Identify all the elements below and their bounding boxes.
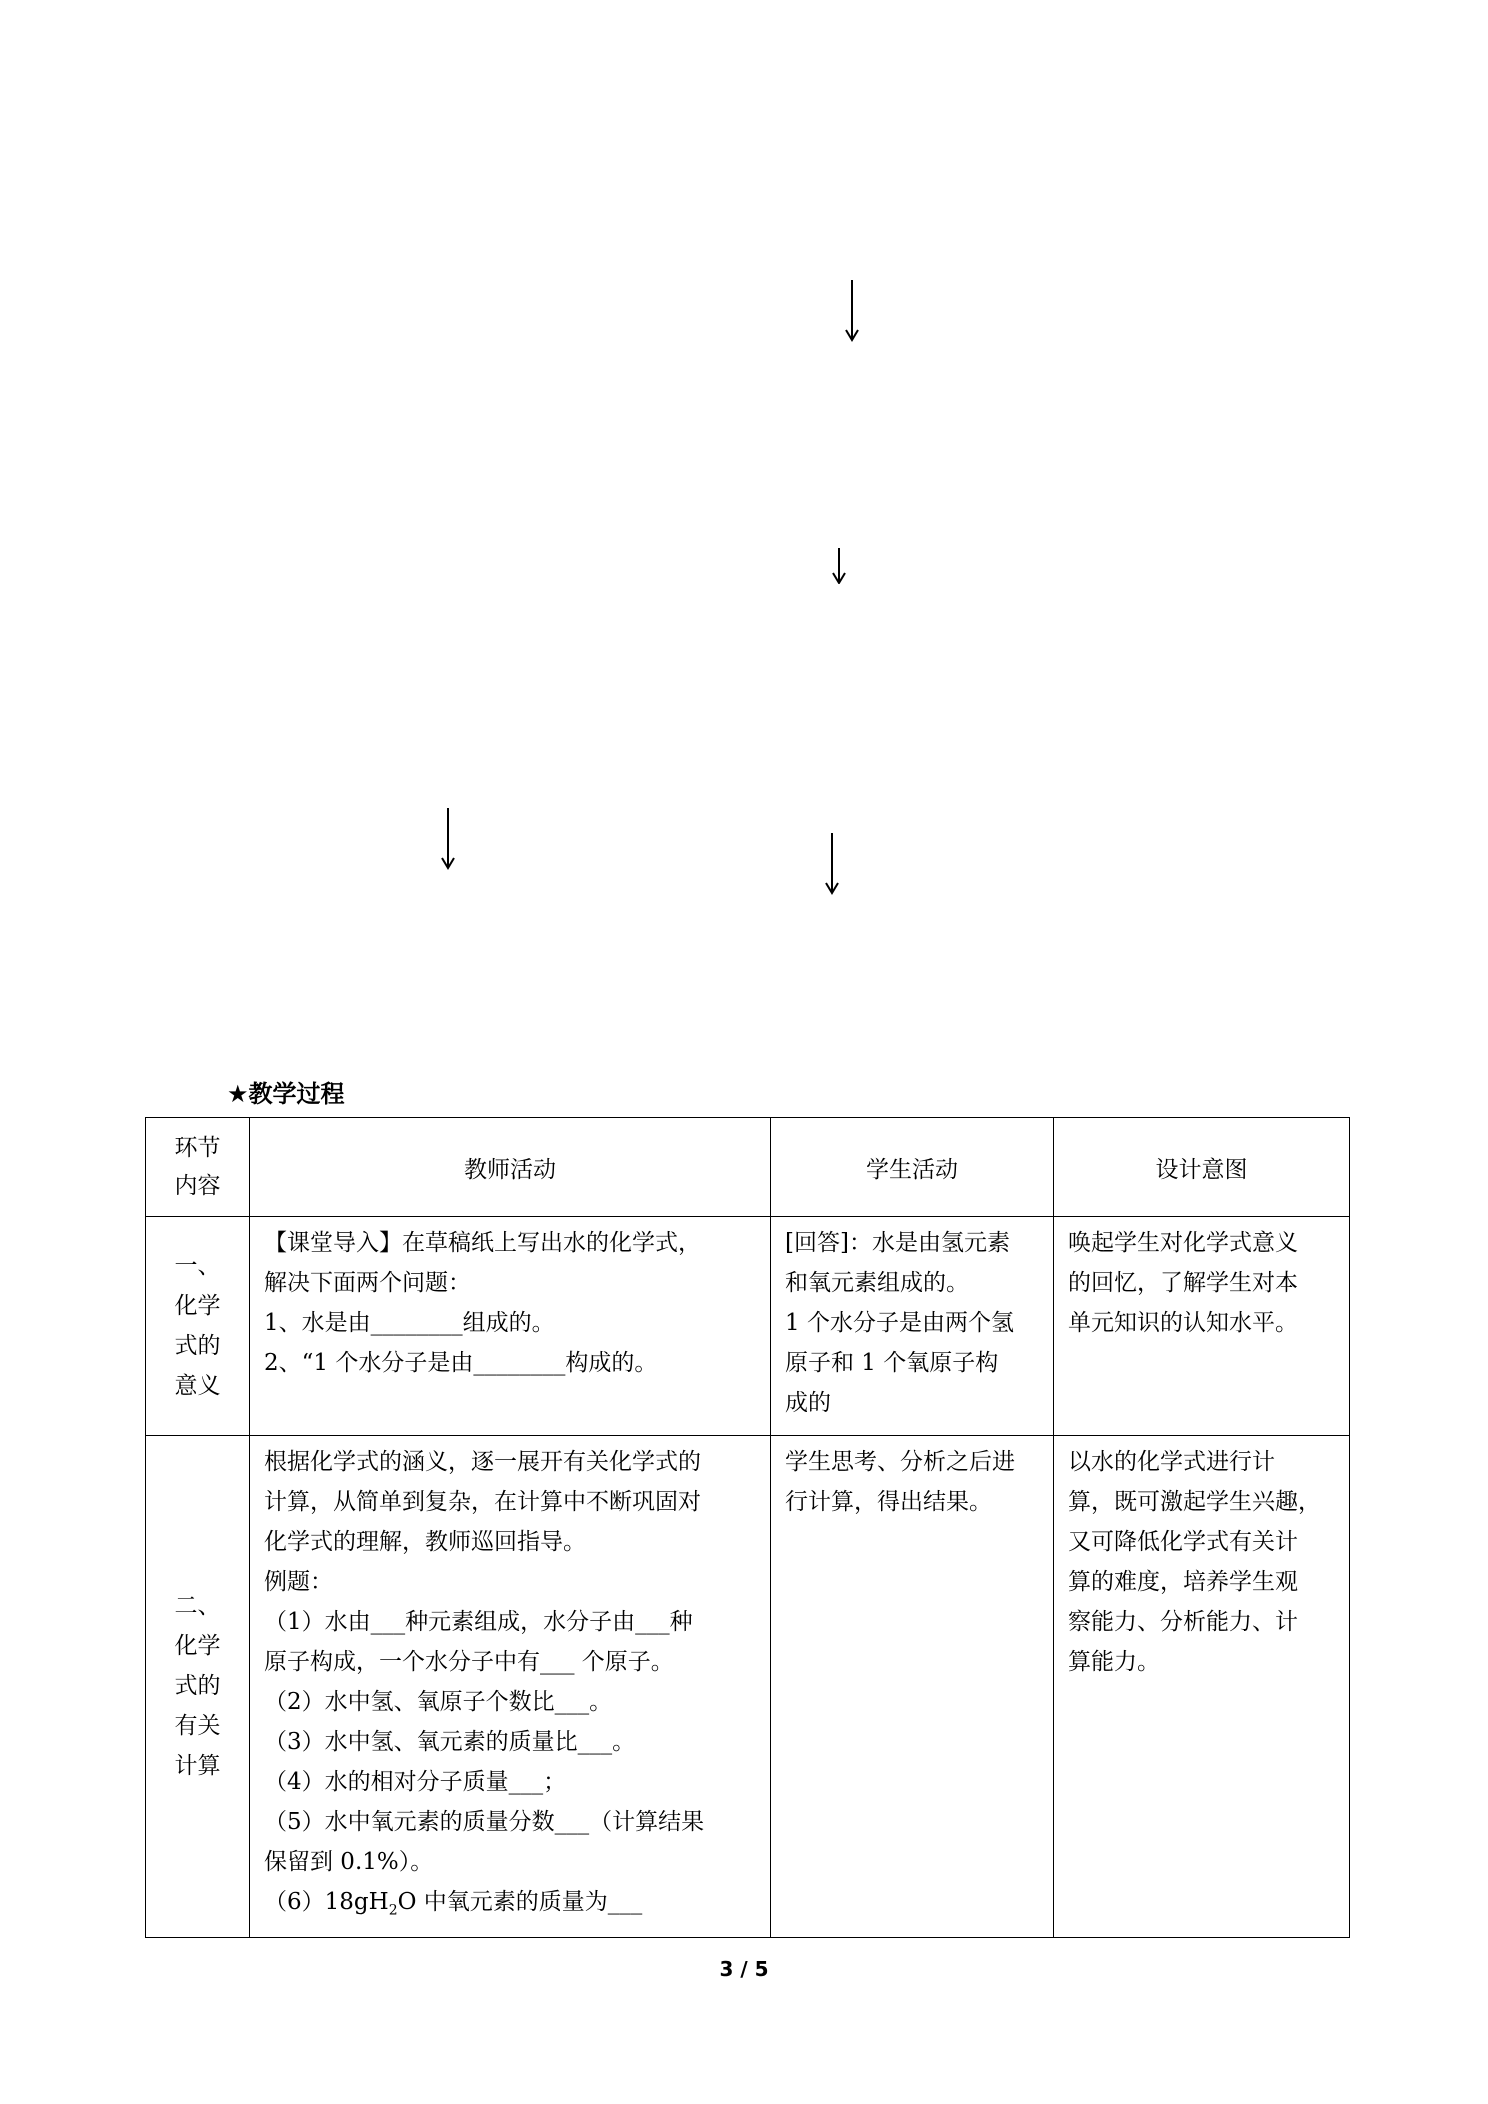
down-arrow-icon <box>438 808 458 870</box>
header-teacher-activity: 教师活动 <box>250 1118 771 1217</box>
section-heading: ★教学过程 <box>227 1080 345 1108</box>
student-activity-cell: [回答]：水是由氢元素 和氧元素组成的。 1 个水分子是由两个氢 原子和 1 个氧原子构 成的 <box>771 1217 1054 1436</box>
down-arrow-icon <box>829 548 849 584</box>
stage-cell: 二、化学式的有关计算 <box>146 1436 250 1938</box>
header-design-intent: 设计意图 <box>1054 1118 1350 1217</box>
header-student-activity: 学生活动 <box>771 1118 1054 1217</box>
design-intent-cell: 唤起学生对化学式意义 的回忆，了解学生对本 单元知识的认知水平。 <box>1054 1217 1350 1436</box>
down-arrow-icon <box>842 280 862 342</box>
table-header-row <box>146 1118 1350 1217</box>
teacher-activity-cell: 根据化学式的涵义，逐一展开有关化学式的 计算，从简单到复杂，在计算中不断巩固对 化学式的理解，教师巡回指导。 例题： （1）水由___种元素组成，水分子由___种 原子构成，一个水分子中有___ 个原子。 （2）水中氢、氧原子个数比___。 （3）水中氢、氧元素的质量比___。 （4）水的相对分子质量___； （5）水中氧元素的质量分数___（计算结果 保留到 0.1%）。 $(6)18gH_2O$ 中氧元素的质量为___ <box>250 1436 771 1938</box>
down-arrow-icon <box>822 833 842 895</box>
lesson-process-table <box>145 1117 1350 1938</box>
student-activity-cell: 学生思考、分析之后进 行计算，得出结果。 <box>771 1436 1054 1938</box>
table-row <box>146 1217 1350 1436</box>
page-number: 3 / 5 <box>719 1957 769 1981</box>
design-intent-cell: 以水的化学式进行计 算，既可激起学生兴趣， 又可降低化学式有关计 算的难度，培养学生观 察能力、分析能力、计 算能力。 <box>1054 1436 1350 1938</box>
example-6-line: $(6)18gH_2O$ 中氧元素的质量为___ <box>264 1889 643 1919</box>
table-row <box>146 1436 1350 1938</box>
header-stage: 环节内容 <box>146 1118 250 1217</box>
teacher-activity-cell: 【课堂导入】在草稿纸上写出水的化学式， 解决下面两个问题： 1、水是由________组成的。 2、“1 个水分子是由________构成的。 <box>250 1217 771 1436</box>
stage-cell: 一、化学式的意义 <box>146 1217 250 1436</box>
